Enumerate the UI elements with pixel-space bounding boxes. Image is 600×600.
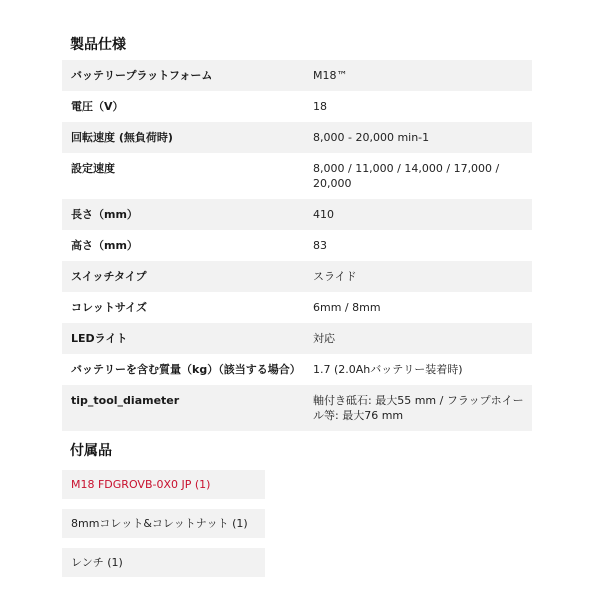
spec-row-length [62, 199, 532, 230]
spec-value: 18 [313, 100, 327, 113]
spec-label: 電圧（V） [71, 100, 124, 113]
accessory-item-wrench: レンチ (1) [62, 548, 265, 577]
spec-value: 8,000 / 11,000 / 14,000 / 17,000 / 20,000 [313, 162, 500, 190]
spec-row-collet-size [62, 292, 532, 323]
spec-value: 対応 [313, 332, 335, 345]
accessory-item-collet: 8mmコレット&コレットナット (1) [62, 509, 265, 538]
spec-value: スライド [313, 270, 357, 283]
spec-label: 長さ（mm） [71, 208, 138, 221]
spec-label: LEDライト [71, 332, 128, 345]
spec-row-voltage [62, 91, 532, 122]
accessory-link-product[interactable]: M18 FDGROVB-0X0 JP (1) [62, 470, 265, 499]
spec-value: 410 [313, 208, 334, 221]
accessories-list [62, 470, 265, 587]
spec-row-switch-type [62, 261, 532, 292]
spec-label: 回転速度 (無負荷時) [71, 131, 173, 144]
spec-table [62, 60, 532, 431]
spec-label: 設定速度 [71, 162, 115, 175]
spec-row-rotation-speed [62, 122, 532, 153]
spec-value: 軸付き砥石: 最大55 mm / フラップホイール等: 最大76 mm [313, 394, 524, 422]
spec-label: バッテリープラットフォーム [71, 69, 213, 82]
spec-value: 6mm / 8mm [313, 301, 381, 314]
specs-title: 製品仕様 [70, 37, 126, 53]
spec-row-tip-tool-diameter [62, 385, 532, 431]
spec-row-weight [62, 354, 532, 385]
spec-value: 1.7 (2.0Ahバッテリー装着時) [313, 363, 463, 376]
spec-label: 高さ（mm） [71, 239, 138, 252]
spec-label: コレットサイズ [71, 301, 148, 314]
spec-row-height [62, 230, 532, 261]
accessories-title: 付属品 [70, 443, 112, 459]
spec-row-battery-platform [62, 60, 532, 91]
spec-row-led-light [62, 323, 532, 354]
spec-label: tip_tool_diameter [71, 394, 180, 407]
spec-label: スイッチタイプ [71, 270, 147, 283]
spec-row-speed-settings [62, 153, 532, 199]
spec-label: バッテリーを含む質量（kg）（該当する場合） [71, 363, 301, 376]
spec-value: 8,000 - 20,000 min-1 [313, 131, 430, 144]
spec-value: M18™ [313, 69, 348, 82]
spec-value: 83 [313, 239, 327, 252]
